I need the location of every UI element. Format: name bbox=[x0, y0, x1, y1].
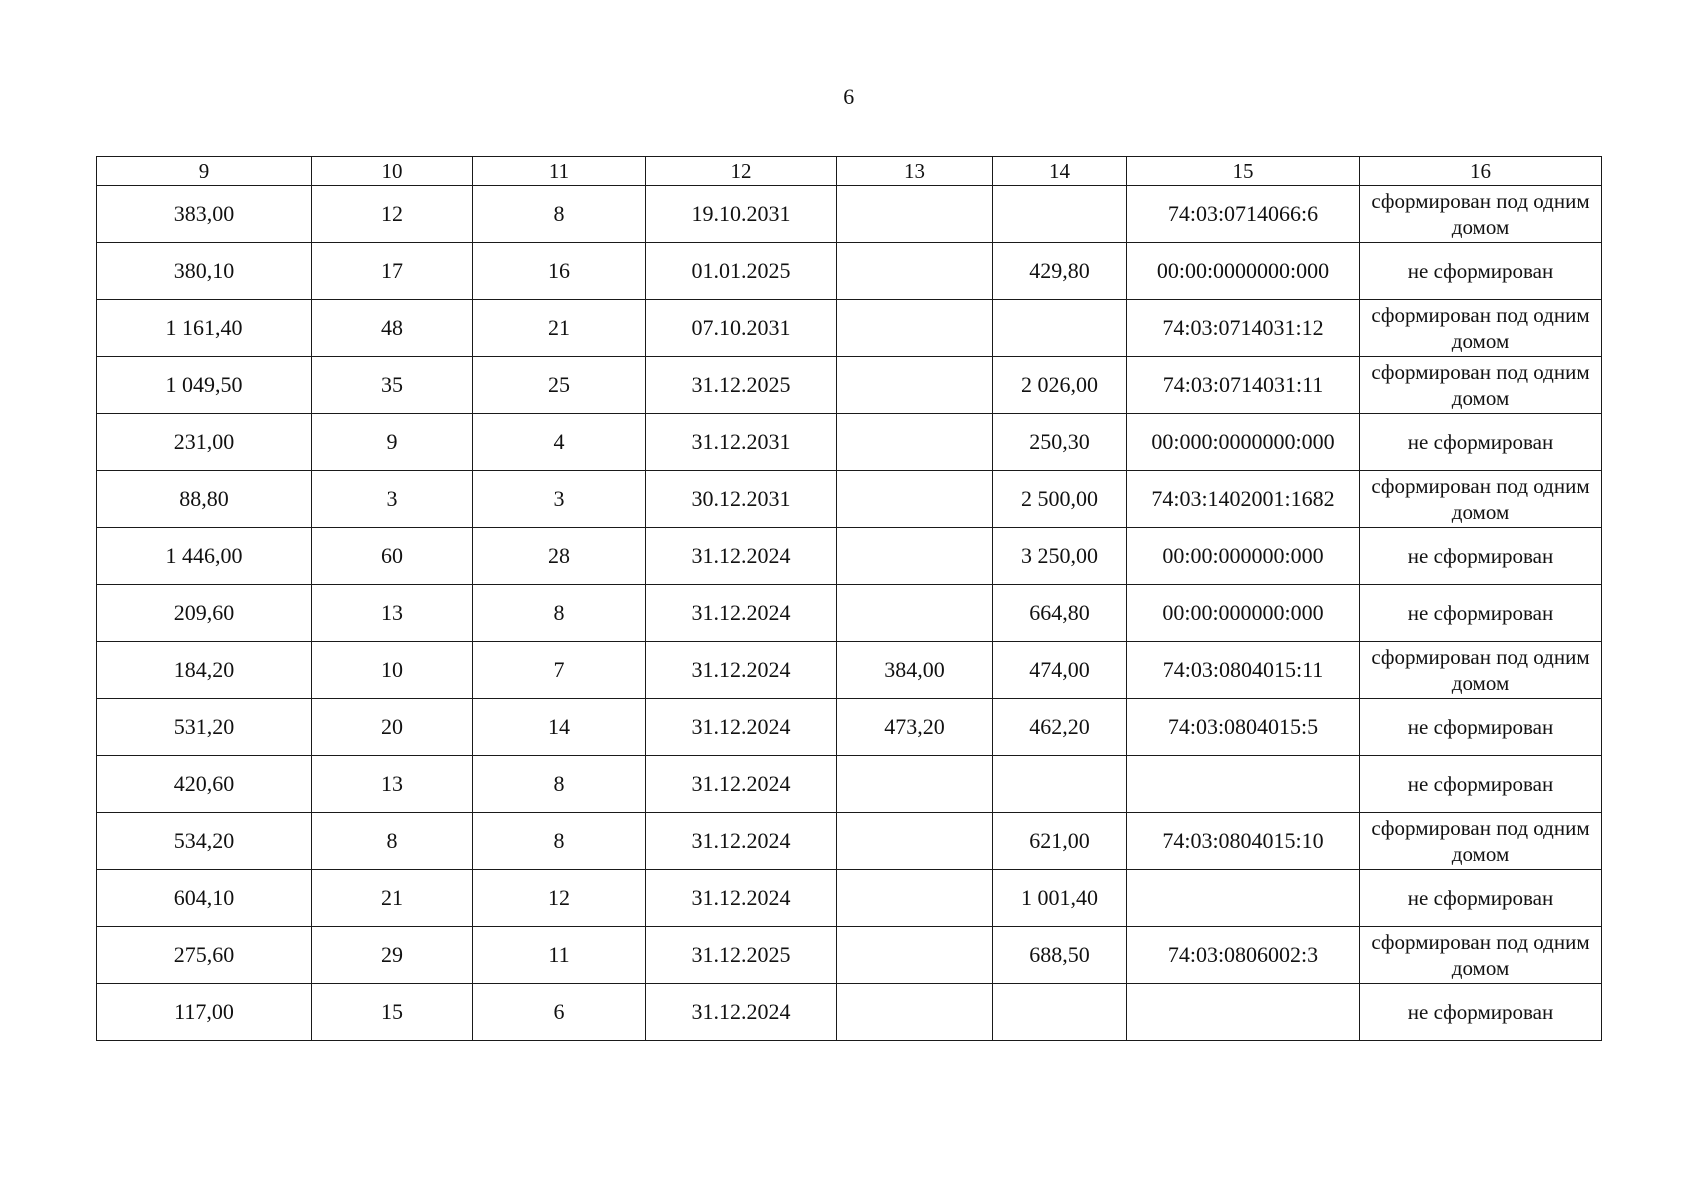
table-cell: 31.12.2024 bbox=[646, 813, 837, 870]
table-cell: 12 bbox=[473, 870, 646, 927]
table-cell bbox=[837, 585, 993, 642]
table-cell: 1 446,00 bbox=[97, 528, 312, 585]
table-cell: 3 250,00 bbox=[993, 528, 1127, 585]
page-number: 6 bbox=[843, 84, 855, 109]
table-cell: 664,80 bbox=[993, 585, 1127, 642]
table-cell: 8 bbox=[473, 756, 646, 813]
table-cell: 28 bbox=[473, 528, 646, 585]
table-cell: 31.12.2024 bbox=[646, 699, 837, 756]
table-cell bbox=[993, 300, 1127, 357]
table-cell: 00:00:000000:000 bbox=[1127, 528, 1360, 585]
table-cell: 184,20 bbox=[97, 642, 312, 699]
table-cell: 1 049,50 bbox=[97, 357, 312, 414]
table-cell: 25 bbox=[473, 357, 646, 414]
table-cell: 8 bbox=[473, 585, 646, 642]
table-row bbox=[97, 585, 1602, 642]
status-cell: сформирован под одним домом bbox=[1360, 927, 1602, 984]
table-row bbox=[97, 984, 1602, 1041]
table-cell: 275,60 bbox=[97, 927, 312, 984]
table-cell: 2 500,00 bbox=[993, 471, 1127, 528]
table-row bbox=[97, 870, 1602, 927]
table-row bbox=[97, 756, 1602, 813]
table-cell: 1 001,40 bbox=[993, 870, 1127, 927]
table-cell: 74:03:0714031:12 bbox=[1127, 300, 1360, 357]
column-header: 16 bbox=[1360, 157, 1602, 186]
table-cell bbox=[837, 471, 993, 528]
table-row bbox=[97, 471, 1602, 528]
table-cell: 31.12.2025 bbox=[646, 357, 837, 414]
table-cell bbox=[993, 756, 1127, 813]
table-row bbox=[97, 699, 1602, 756]
table-row bbox=[97, 186, 1602, 243]
table-cell: 31.12.2024 bbox=[646, 870, 837, 927]
table-cell: 1 161,40 bbox=[97, 300, 312, 357]
table-cell: 117,00 bbox=[97, 984, 312, 1041]
status-cell: сформирован под одним домом bbox=[1360, 300, 1602, 357]
column-header: 9 bbox=[97, 157, 312, 186]
table-row bbox=[97, 528, 1602, 585]
table-cell: 20 bbox=[312, 699, 473, 756]
table-cell: 31.12.2031 bbox=[646, 414, 837, 471]
column-header: 14 bbox=[993, 157, 1127, 186]
table-cell bbox=[837, 927, 993, 984]
table-cell: 420,60 bbox=[97, 756, 312, 813]
table-cell: 60 bbox=[312, 528, 473, 585]
table-cell: 74:03:0806002:3 bbox=[1127, 927, 1360, 984]
status-cell: сформирован под одним домом bbox=[1360, 471, 1602, 528]
table-cell: 231,00 bbox=[97, 414, 312, 471]
table-cell: 384,00 bbox=[837, 642, 993, 699]
table-cell: 429,80 bbox=[993, 243, 1127, 300]
table-cell: 13 bbox=[312, 585, 473, 642]
status-cell: не сформирован bbox=[1360, 528, 1602, 585]
status-cell: сформирован под одним домом bbox=[1360, 642, 1602, 699]
status-cell: не сформирован bbox=[1360, 756, 1602, 813]
table-cell: 534,20 bbox=[97, 813, 312, 870]
status-cell: не сформирован bbox=[1360, 699, 1602, 756]
table-cell bbox=[837, 528, 993, 585]
table-cell: 00:000:0000000:000 bbox=[1127, 414, 1360, 471]
table-cell bbox=[837, 984, 993, 1041]
table-cell: 74:03:1402001:1682 bbox=[1127, 471, 1360, 528]
table-cell: 688,50 bbox=[993, 927, 1127, 984]
table-cell bbox=[837, 300, 993, 357]
table-cell: 00:00:0000000:000 bbox=[1127, 243, 1360, 300]
table-cell: 14 bbox=[473, 699, 646, 756]
table-row bbox=[97, 357, 1602, 414]
table-cell: 74:03:0804015:10 bbox=[1127, 813, 1360, 870]
table-cell: 31.12.2024 bbox=[646, 642, 837, 699]
table-cell: 12 bbox=[312, 186, 473, 243]
table-cell bbox=[837, 357, 993, 414]
table-cell: 10 bbox=[312, 642, 473, 699]
table-cell: 3 bbox=[312, 471, 473, 528]
table-cell: 48 bbox=[312, 300, 473, 357]
table-cell: 74:03:0804015:11 bbox=[1127, 642, 1360, 699]
table-row bbox=[97, 243, 1602, 300]
table-cell bbox=[837, 243, 993, 300]
table-cell: 9 bbox=[312, 414, 473, 471]
table-cell: 604,10 bbox=[97, 870, 312, 927]
table-cell: 31.12.2024 bbox=[646, 585, 837, 642]
table-cell: 31.12.2024 bbox=[646, 756, 837, 813]
table-cell bbox=[1127, 756, 1360, 813]
table-cell: 15 bbox=[312, 984, 473, 1041]
table-cell: 473,20 bbox=[837, 699, 993, 756]
table-cell bbox=[837, 870, 993, 927]
table-cell: 250,30 bbox=[993, 414, 1127, 471]
status-cell: сформирован под одним домом bbox=[1360, 357, 1602, 414]
table-cell: 3 bbox=[473, 471, 646, 528]
header-row bbox=[97, 157, 1602, 186]
table-cell: 21 bbox=[312, 870, 473, 927]
column-header: 10 bbox=[312, 157, 473, 186]
table-cell bbox=[993, 984, 1127, 1041]
table-cell: 16 bbox=[473, 243, 646, 300]
status-cell: не сформирован bbox=[1360, 585, 1602, 642]
table-cell: 462,20 bbox=[993, 699, 1127, 756]
column-header: 15 bbox=[1127, 157, 1360, 186]
table-cell: 531,20 bbox=[97, 699, 312, 756]
table-cell: 621,00 bbox=[993, 813, 1127, 870]
table-cell: 74:03:0714066:6 bbox=[1127, 186, 1360, 243]
table-cell: 31.12.2025 bbox=[646, 927, 837, 984]
table-cell bbox=[1127, 984, 1360, 1041]
table-cell bbox=[837, 813, 993, 870]
table-cell: 11 bbox=[473, 927, 646, 984]
table-cell bbox=[837, 186, 993, 243]
table-cell: 31.12.2024 bbox=[646, 984, 837, 1041]
status-cell: не сформирован bbox=[1360, 243, 1602, 300]
table-row bbox=[97, 642, 1602, 699]
table-cell: 4 bbox=[473, 414, 646, 471]
table-cell: 13 bbox=[312, 756, 473, 813]
table-cell bbox=[837, 756, 993, 813]
table-cell: 8 bbox=[312, 813, 473, 870]
table-cell: 35 bbox=[312, 357, 473, 414]
table-row bbox=[97, 414, 1602, 471]
table-cell: 8 bbox=[473, 813, 646, 870]
table-cell: 88,80 bbox=[97, 471, 312, 528]
status-cell: не сформирован bbox=[1360, 984, 1602, 1041]
register-table-container bbox=[96, 156, 1602, 1041]
table-cell: 00:00:000000:000 bbox=[1127, 585, 1360, 642]
table-cell: 474,00 bbox=[993, 642, 1127, 699]
status-cell: не сформирован bbox=[1360, 870, 1602, 927]
table-cell: 383,00 bbox=[97, 186, 312, 243]
table-cell: 29 bbox=[312, 927, 473, 984]
table-cell: 209,60 bbox=[97, 585, 312, 642]
column-header: 11 bbox=[473, 157, 646, 186]
table-cell: 30.12.2031 bbox=[646, 471, 837, 528]
table-row bbox=[97, 300, 1602, 357]
column-header: 12 bbox=[646, 157, 837, 186]
table-cell: 74:03:0714031:11 bbox=[1127, 357, 1360, 414]
table-row bbox=[97, 813, 1602, 870]
table-cell: 8 bbox=[473, 186, 646, 243]
column-header: 13 bbox=[837, 157, 993, 186]
table-cell: 6 bbox=[473, 984, 646, 1041]
table-cell: 21 bbox=[473, 300, 646, 357]
status-cell: не сформирован bbox=[1360, 414, 1602, 471]
table-cell: 19.10.2031 bbox=[646, 186, 837, 243]
table-cell bbox=[837, 414, 993, 471]
table-cell bbox=[993, 186, 1127, 243]
table-cell: 2 026,00 bbox=[993, 357, 1127, 414]
status-cell: сформирован под одним домом bbox=[1360, 186, 1602, 243]
status-cell: сформирован под одним домом bbox=[1360, 813, 1602, 870]
table-cell: 01.01.2025 bbox=[646, 243, 837, 300]
register-table bbox=[96, 156, 1602, 1041]
table-cell: 7 bbox=[473, 642, 646, 699]
table-cell: 380,10 bbox=[97, 243, 312, 300]
table-cell: 74:03:0804015:5 bbox=[1127, 699, 1360, 756]
table-row bbox=[97, 927, 1602, 984]
table-cell bbox=[1127, 870, 1360, 927]
table-cell: 07.10.2031 bbox=[646, 300, 837, 357]
table-cell: 31.12.2024 bbox=[646, 528, 837, 585]
table-cell: 17 bbox=[312, 243, 473, 300]
